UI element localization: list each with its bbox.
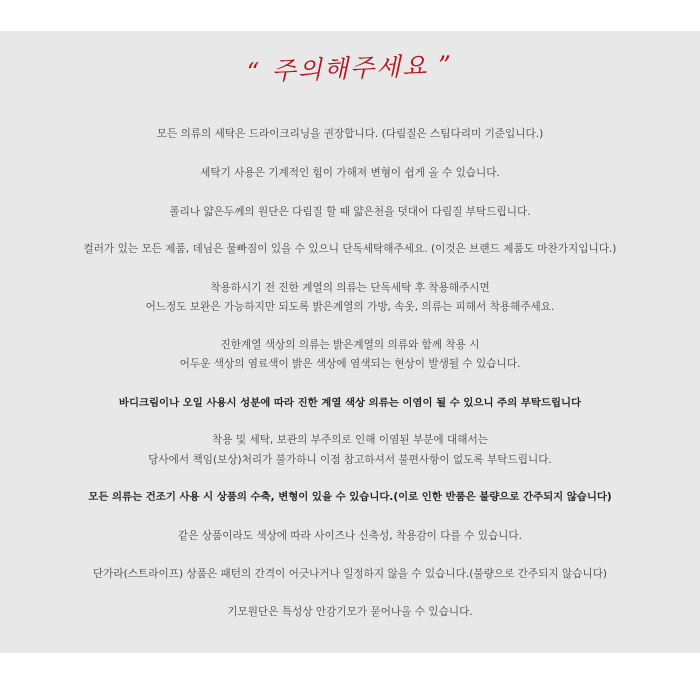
notice-dye-transfer-1: 진한계열 색상의 의류는 밝은계열의 의류와 함께 착용 시 [220,339,480,351]
page-title: “ 주의해주세요 ” [246,50,454,87]
notice-stripe-pattern: 단가라(스트라이프) 상품은 패턴의 간격이 어긋나거나 일정하지 않을 수 있습니다.(불량으로 간주되지 않습니다) [92,568,608,580]
notice-separate-wash-1: 착용하시기 전 진한 계열의 의류는 단독세탁 후 착용해주시면 [210,282,490,294]
notice-dryer-warning: 모든 의류는 건조기 사용 시 상품의 수축, 변형이 있을 수 있습니다.(이로 인한 반품은 불량으로 간주되지 않습니다) [88,491,612,503]
notice-dye-transfer-2: 어두운 색상의 염료색이 밝은 색상에 염색되는 현상이 발생될 수 있습니다. [179,358,521,370]
notice-washing-machine: 세탁기 사용은 기계적인 힘이 가해져 변형이 쉽게 올 수 있습니다. [200,167,500,179]
notice-brushed-fabric: 기모원단은 특성상 안감기모가 묻어나올 수 있습니다. [227,606,473,618]
notice-separate-wash-2: 어느정도 보완은 가능하지만 되도록 밝은계열의 가방, 속옷, 의류는 피해서 착용해주세요. [145,301,555,313]
notice-liability-1: 착용 및 세탁, 보관의 부주의로 인해 이염된 부분에 대해서는 [212,434,488,446]
notice-liability-2: 당사에서 책임(보상)처리가 불가하니 이점 참고하셔서 불편사항이 없도록 부탁드립니다. [148,454,552,466]
notice-size-variance: 같은 상품이라도 색상에 따라 사이즈나 신축성, 착용감이 다를 수 있습니다. [177,530,523,542]
notice-ironing: 폴리나 얇은두께의 원단은 다림질 할 때 얇은천을 덧대어 다림질 부탁드립니다. [169,206,531,218]
notice-body-cream-warning: 바디크림이나 오일 사용시 성분에 따라 진한 계열 색상 의류는 이염이 될 수 있으니 주의 부탁드립니다 [118,397,582,409]
notice-color-bleed: 컬러가 있는 모든 제품, 데님은 물빠짐이 있을 수 있으니 단독세탁해주세요. (이것은 브랜드 제품도 마찬가지입니다.) [83,243,617,255]
notice-dry-cleaning: 모든 의류의 세탁은 드라이크리닝을 권장합니다. (다림질은 스팀다리미 기준입니다.) [156,128,544,140]
